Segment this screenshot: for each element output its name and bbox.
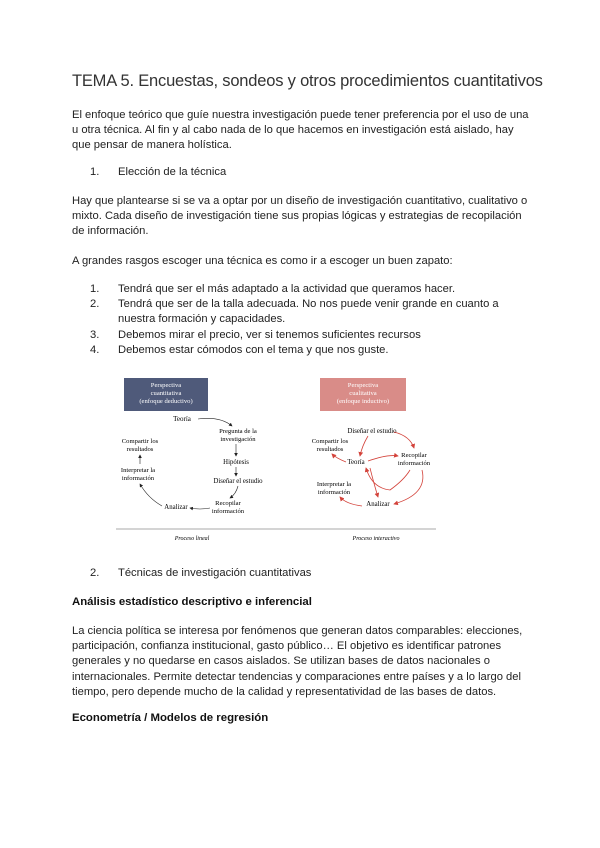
list-text: Debemos estar cómodos con el tema y que nos guste. xyxy=(118,343,389,356)
paragraph-analysis: La ciencia política se interesa por fenómenos que generan datos comparables: elecciones, participación, confianza institucional, gasto público… El objetivo es identificar patrones generales y no quedarse en casos aislados. Se utilizan bases de datos nacionales o internacionales. Permite detectar tendencias y comparaciones entre países y a lo largo del tiempo, pero depende mucho de la calidad y representatividad de las bases de datos. xyxy=(72,625,523,698)
diagram-svg xyxy=(110,376,442,544)
right-box-line2: cualitativa xyxy=(349,390,377,397)
left-caption: Proceso lineal xyxy=(174,536,210,542)
left-node-pregunta-1: Pregunta de la xyxy=(219,428,257,435)
left-arrow xyxy=(198,418,232,426)
right-node-compartir-2: resultados xyxy=(316,446,344,453)
right-node-teoria: Teoría xyxy=(347,459,365,466)
right-node-compartir-1: Compartir los xyxy=(311,438,349,445)
heading-econometrics: Econometría / Modelos de regresión xyxy=(72,712,269,724)
list-item xyxy=(72,566,534,581)
left-node-interpretar-2: información xyxy=(121,475,155,482)
list-text: Debemos mirar el precio, ver si tenemos suficientes recursos xyxy=(118,328,421,341)
left-node-compartir-1: Compartir los xyxy=(121,438,159,445)
intro-paragraph: El enfoque teórico que guíe nuestra investigación puede tener preferencia por el uso de una u otra técnica. Al fin y al cabo nada de lo que hacemos en investigación está aislado, hay que pensar de manera holística. xyxy=(72,109,529,152)
right-box-line1: Perspectiva xyxy=(347,382,379,389)
list-item xyxy=(72,343,534,358)
list-item xyxy=(72,165,534,180)
right-node-recopilar-2: información xyxy=(397,460,431,467)
right-arrow xyxy=(360,436,368,456)
right-node-interpretar-2: información xyxy=(317,489,351,496)
right-arrow xyxy=(394,470,423,504)
left-arrow xyxy=(140,484,162,506)
left-box-line3: (enfoque deductivo) xyxy=(139,398,193,405)
list-number: 1. xyxy=(90,283,100,295)
list-number: 3. xyxy=(90,328,100,341)
left-node-analizar: Analizar xyxy=(164,504,188,511)
list-item xyxy=(72,297,534,327)
list-number: 2. xyxy=(90,567,100,579)
right-node-disenar: Diseñar el estudio xyxy=(347,428,397,435)
list-number: 4. xyxy=(90,343,100,356)
paragraph-shoe: A grandes rasgos escoger una técnica es como ir a escoger un buen zapato: xyxy=(72,255,453,267)
section-label: Técnicas de investigación cuantitativas xyxy=(118,567,312,579)
right-arrow xyxy=(332,454,346,462)
left-node-recopilar-2: información xyxy=(211,508,245,515)
list-item xyxy=(72,328,534,343)
list-number: 2. xyxy=(90,298,100,311)
right-arrow xyxy=(368,456,398,461)
left-node-hipotesis: Hipótesis xyxy=(223,459,249,466)
list-text: Tendrá que ser el más adaptado a la actividad que queramos hacer. xyxy=(118,283,456,295)
list-text: Tendrá que ser de la talla adecuada. No nos puede venir grande en cuanto a nuestra formación y capacidades. xyxy=(118,298,499,326)
section-2-heading xyxy=(72,566,534,581)
left-arrow xyxy=(190,508,210,509)
right-arrow xyxy=(394,432,414,448)
right-node-interpretar-1: Interpretar la xyxy=(316,481,352,488)
research-process-diagram xyxy=(110,376,442,544)
section-1-heading xyxy=(72,165,534,180)
left-arrow xyxy=(230,486,238,498)
left-node-recopilar-1: Recopilar xyxy=(215,500,241,507)
left-box-line1: Perspectiva xyxy=(150,382,182,389)
section-label: Elección de la técnica xyxy=(118,166,227,178)
left-node-teoria: Teoría xyxy=(173,415,191,423)
shoe-list xyxy=(72,282,534,358)
list-item xyxy=(72,282,534,297)
right-node-analizar: Analizar xyxy=(366,501,390,508)
left-node-compartir-2: resultados xyxy=(126,446,154,453)
right-box-line3: (enfoque inductivo) xyxy=(336,398,390,405)
left-node-disenar: Diseñar el estudio xyxy=(213,478,263,485)
paragraph-design: Hay que plantearse si se va a optar por un diseño de investigación cuantitativo, cualitativo o mixto. Cada diseño de investigación tiene sus propias lógicas y estrategias de recopilación de información. xyxy=(72,195,528,238)
right-node-recopilar-1: Recopilar xyxy=(401,452,427,459)
left-node-pregunta-2: investigación xyxy=(220,436,256,443)
left-box-line2: cuantitativa xyxy=(150,390,182,397)
right-arrow xyxy=(340,497,362,506)
left-node-interpretar-1: Interpretar la xyxy=(120,467,156,474)
page-title: TEMA 5. Encuestas, sondeos y otros procedimientos cuantitativos xyxy=(72,72,543,90)
list-number: 1. xyxy=(90,166,100,178)
right-caption: Proceso interactivo xyxy=(352,536,400,542)
heading-analysis: Análisis estadístico descriptivo e inferencial xyxy=(72,596,312,608)
